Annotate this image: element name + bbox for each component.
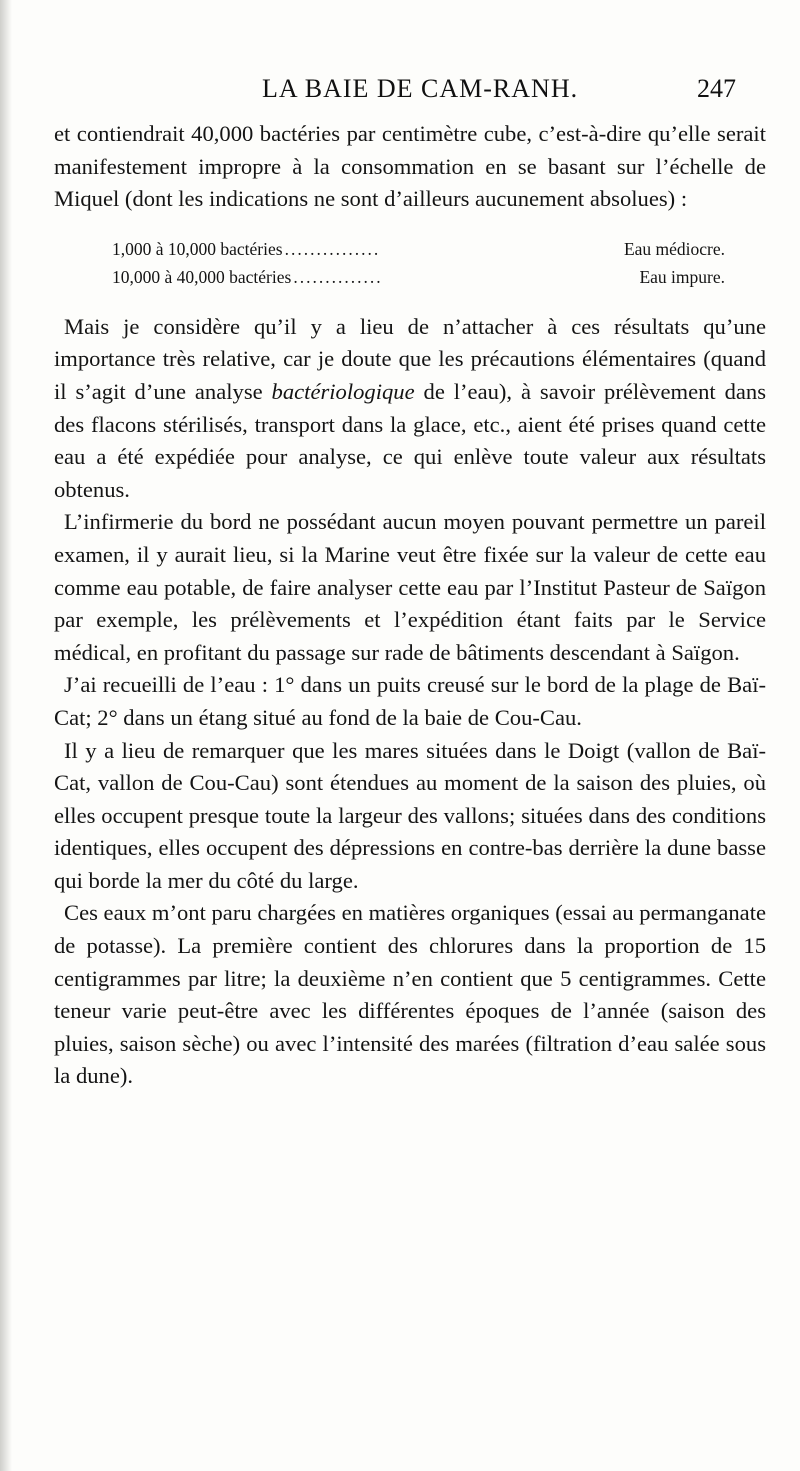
running-title: LA BAIE DE CAM-RANH.	[262, 74, 579, 103]
italic-term: bactériologique	[271, 378, 415, 404]
paragraph-6: Ces eaux m’ont paru chargées en matières organiques (essai au permanganate de potasse). La première contient des chlorures dans la proportion de 15 centigrammes par litre; la deuxième n’en contient que 5 centigrammes. Cette teneur varie peut-être avec les différentes époques de l’année (saison des pluies, saison sèche) ou avec l’intensité des marées (filtration d’eau salée sous la dune).	[54, 900, 766, 1089]
bacteria-range: 10,000 à 40,000 bactéries	[112, 266, 292, 287]
bacteria-scale-table	[112, 235, 725, 291]
table-row	[112, 263, 725, 291]
leader-dots: ...............	[284, 238, 381, 259]
water-quality: Eau impure.	[639, 266, 725, 287]
paragraph-1: et contiendrait 40,000 bactéries par centimètre cube, c’est-à-dire qu’elle serait manifestement impropre à la consommation en se basant sur l’échelle de Miquel (dont les indications ne sont d’ailleurs aucunement absolues) :	[54, 121, 766, 212]
paragraph-5: Il y a lieu de remarquer que les mares situées dans le Doigt (vallon de Baï-Cat, vallon de Cou-Cau) sont étendues au moment de la saison des pluies, où elles occupent presque toute la largeur des vallons; situées dans des conditions identiques, elles occupent des dépressions en contre-bas derrière la dune basse qui borde la mer du côté du large.	[54, 737, 766, 893]
paragraph-2-end: de l’eau), à savoir prélèvement dans des flacons stérilisés, transport dans la glace, etc., aient été prises quand cette eau a été expédiée pour analyse, ce qui enlève toute valeur aux résultats obtenus.	[54, 378, 766, 502]
page-header	[52, 72, 740, 106]
paragraph-2	[54, 311, 766, 507]
paragraph-4: J’ai recueilli de l’eau : 1° dans un puits creusé sur le bord de la plage de Baï-Cat; 2° dans un étang situé au fond de la baie de Cou-Cau.	[54, 672, 766, 730]
page-edge-shadow	[0, 0, 12, 1471]
page-number: 247	[697, 74, 736, 103]
paragraph-3: L’infirmerie du bord ne possédant aucun moyen pouvant permettre un pareil examen, il y aurait lieu, si la Marine veut être fixée sur la valeur de cette eau comme eau potable, de faire analyser cette eau par l’Institut Pasteur de Saïgon par exemple, les prélèvements et l’expédition étant faits par le Service médical, en profitant du passage sur rade de bâtiments descendant à Saïgon.	[54, 509, 766, 665]
bacteria-range: 1,000 à 10,000 bactéries	[112, 238, 283, 259]
table-row	[112, 235, 725, 263]
paragraph-2-start: Mais je considère qu’il y a lieu de n’attacher à ces résultats qu’une importance très relative, car je doute que les précautions élémentaires (quand il s’agit d’une analyse	[54, 313, 766, 404]
water-quality: Eau médiocre.	[623, 238, 725, 259]
body-text	[54, 118, 766, 1093]
leader-dots: ..............	[293, 266, 383, 287]
